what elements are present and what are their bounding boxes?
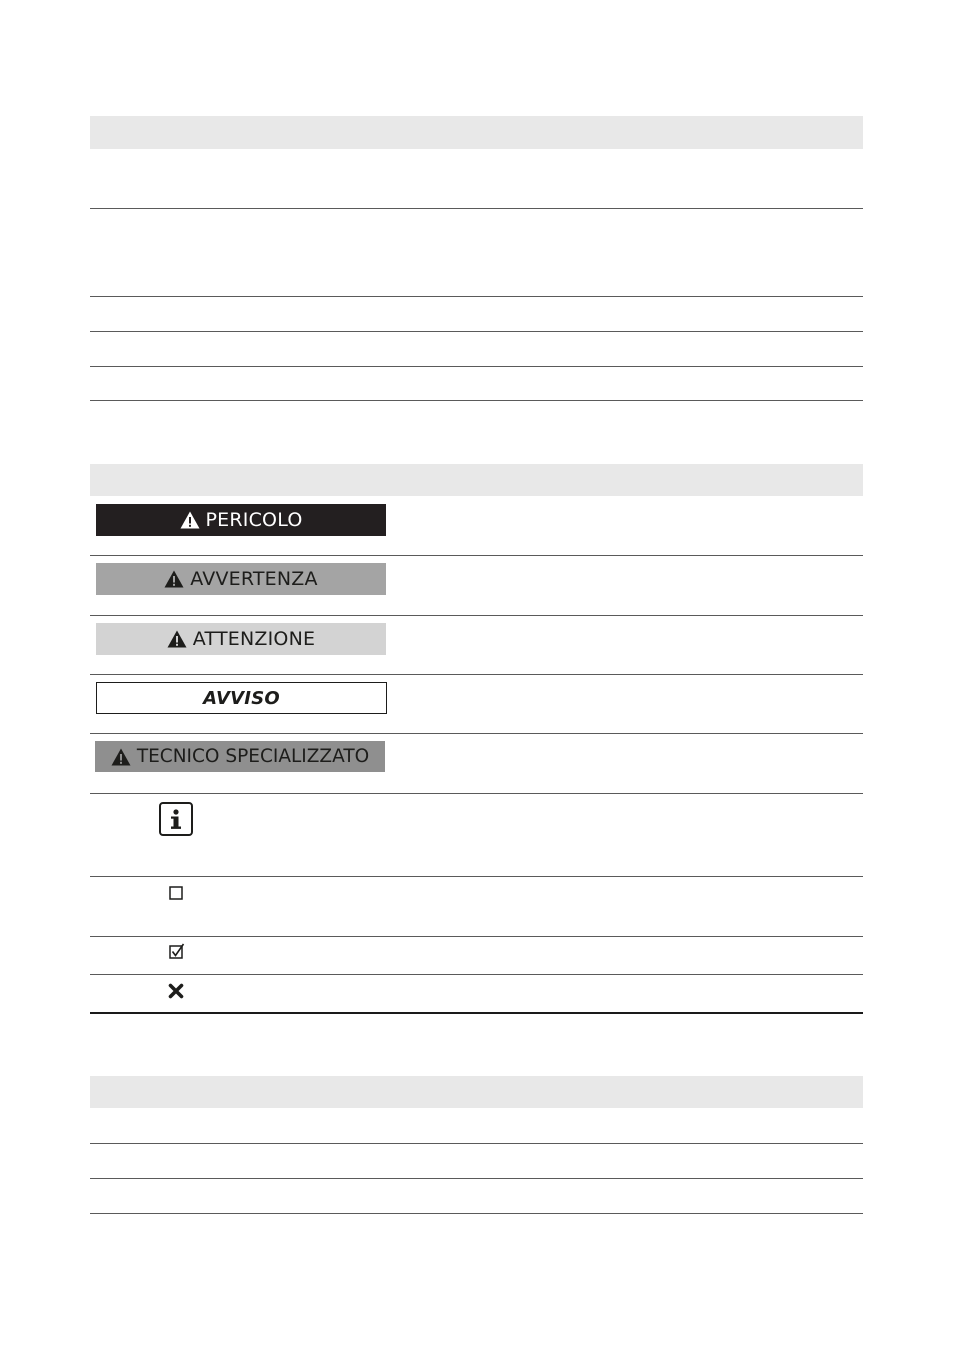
info-icon <box>159 802 193 836</box>
table-1-row-divider <box>90 331 863 332</box>
empty-checkbox-icon <box>169 886 183 900</box>
warning-triangle-icon <box>180 511 200 529</box>
table-3-row-divider <box>90 1178 863 1179</box>
table-2-row-divider <box>90 974 863 975</box>
warning-triangle-icon <box>111 748 131 766</box>
checked-checkbox-icon <box>169 943 185 960</box>
caution-signal-label <box>96 623 386 655</box>
notice-signal-text: AVVISO <box>203 687 280 709</box>
table-1-header <box>90 116 863 149</box>
danger-signal-text: PERICOLO <box>205 509 303 531</box>
qualified-person-signal-text: TECNICO SPECIALIZZATO <box>136 746 370 767</box>
table-2-row-divider <box>90 615 863 616</box>
table-2-row-divider <box>90 733 863 734</box>
table-2-row-divider <box>90 555 863 556</box>
warning-triangle-icon <box>167 630 187 648</box>
table-2-row-divider <box>90 674 863 675</box>
table-1-row-divider <box>90 366 863 367</box>
table-2-row-divider <box>90 936 863 937</box>
notice-signal-label <box>96 682 387 714</box>
table-3-row-divider <box>90 1143 863 1144</box>
table-1-row-divider <box>90 400 863 401</box>
warning-triangle-icon <box>164 570 184 588</box>
warning-signal-label <box>96 563 386 595</box>
table-1-row-divider <box>90 208 863 209</box>
table-1-row-divider <box>90 296 863 297</box>
table-3-header <box>90 1076 863 1108</box>
table-2-row-divider <box>90 876 863 877</box>
table-2-bottom-rule <box>90 1012 863 1014</box>
warning-signal-text: AVVERTENZA <box>190 568 318 590</box>
danger-signal-label <box>96 504 386 536</box>
caution-signal-text: ATTENZIONE <box>192 628 316 650</box>
qualified-person-signal-label <box>95 741 385 772</box>
table-2-header <box>90 464 863 496</box>
table-3-row-divider <box>90 1213 863 1214</box>
table-2-row-divider <box>90 793 863 794</box>
cross-icon <box>168 983 184 999</box>
